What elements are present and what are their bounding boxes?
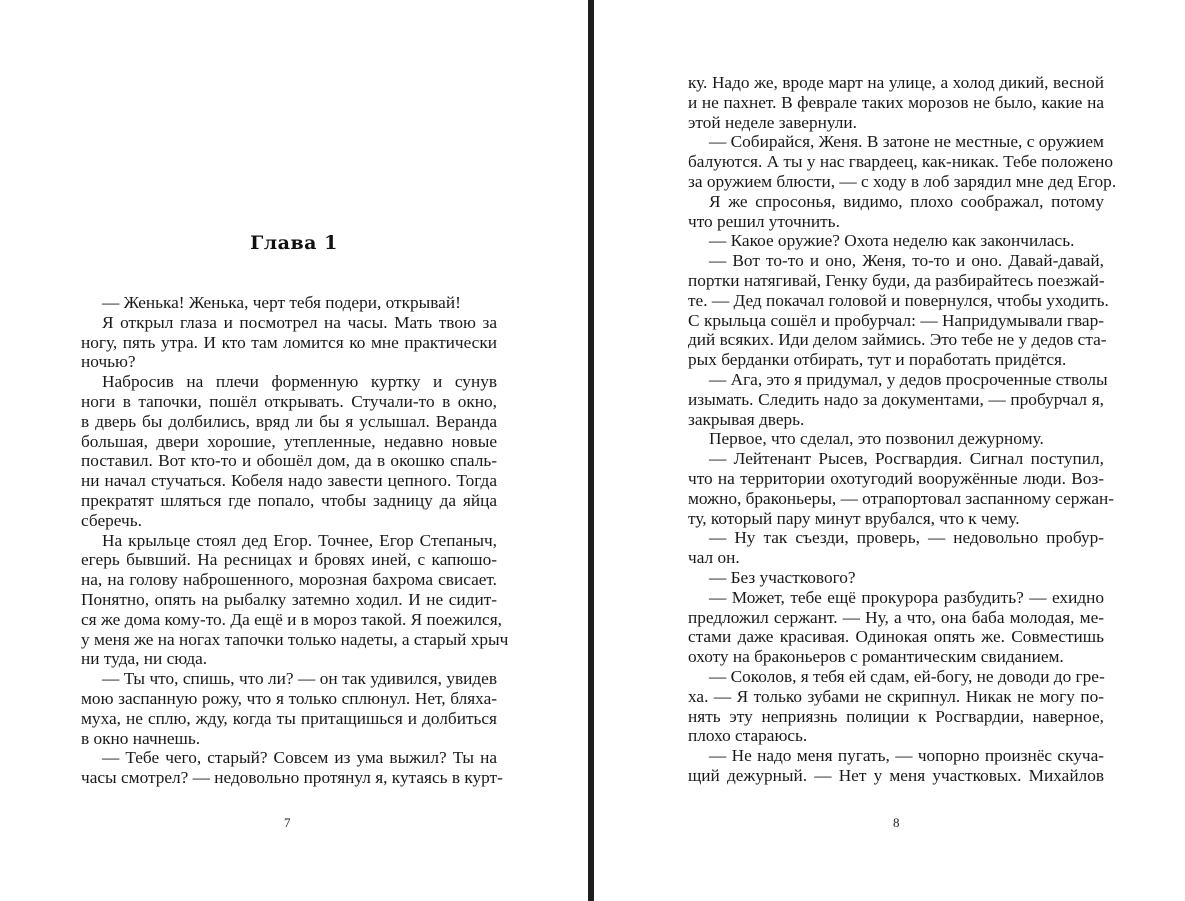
text-line: ха. — Я только зубами не скрипнул. Никак не могу по- xyxy=(688,686,1104,706)
text-line: Я же спросонья, видимо, плохо соображал, потому xyxy=(709,191,1104,211)
text-line: Набросив на плечи форменную куртку и сунув xyxy=(102,372,497,392)
chapter-title: Глава 1 xyxy=(250,232,338,254)
text-line: закрывая дверь. xyxy=(688,409,805,429)
text-line: — Без участкового? xyxy=(709,567,856,587)
text-line: ни туда, ни сюда. xyxy=(81,649,208,669)
text-line: можно, браконьеры, — отрапортовал заспанному сержан- xyxy=(688,488,1114,508)
text-line: ту, который пару минут врубался, что к чему. xyxy=(688,508,1020,528)
text-line: — Тебе чего, старый? Совсем из ума выжил? Ты на xyxy=(102,748,497,768)
left-page xyxy=(0,0,588,901)
text-line: нять эту неприязнь полиции к Росгвардии, наверное, xyxy=(688,706,1104,726)
text-line: На крыльце стоял дед Егор. Точнее, Егор Степаныч, xyxy=(102,530,497,550)
left-page-text xyxy=(81,293,509,788)
text-line: — Женька! Женька, черт тебя подери, открывай! xyxy=(102,293,461,312)
text-line: плохо стараюсь. xyxy=(688,726,808,746)
text-line: предложил сержант. — Ну, а что, она баба молодая, ме- xyxy=(688,607,1104,627)
text-line: — Ну так съезди, проверь, — недовольно пробур- xyxy=(709,528,1104,548)
text-line: часы смотрел? — недовольно протянул я, кутаясь в курт- xyxy=(81,768,503,788)
text-line: ногу, пять утра. И кто там ломится ко мне практически xyxy=(81,332,497,352)
text-line: Понятно, опять на рыбалку затемно ходил. И не сидит- xyxy=(81,589,497,609)
text-line: те. — Дед покачал головой и повернулся, чтобы уходить. xyxy=(688,290,1109,310)
text-line: в дверь бы долбились, вряд ли бы я услышал. Веранда xyxy=(81,411,497,431)
text-line: — Ты что, спишь, что ли? — он так удивился, увидев xyxy=(102,669,497,689)
text-line: — Соколов, я тебя ей сдам, ей-богу, не доводи до гре- xyxy=(709,666,1105,686)
text-line: рых берданки отбирать, тут и поработать придётся. xyxy=(688,350,1067,370)
text-line: ни начал стучаться. Кобеля надо завести цепного. Тогда xyxy=(81,471,497,491)
text-line: — Вот то-то и оно, Женя, то-то и оно. Давай-давай, xyxy=(709,251,1104,271)
text-line: большая, двери хорошие, утепленные, недавно новые xyxy=(81,431,497,451)
text-line: Я открыл глаза и посмотрел на часы. Мать твою за xyxy=(102,312,497,332)
text-line: что на территории охотугодий вооружённые люди. Воз- xyxy=(688,468,1104,488)
text-line: — Может, тебе ещё прокурора разбудить? — ехидно xyxy=(709,587,1104,607)
text-line: на, на голову наброшенного, морозная бахрома свисает. xyxy=(81,570,497,590)
text-line: сберечь. xyxy=(81,510,142,530)
text-line: — Не надо меня пугать, — чопорно произнёс скуча- xyxy=(709,746,1104,766)
text-line: портки натягивай, Генку буди, да разбирайтесь поезжай- xyxy=(688,270,1105,290)
text-line: ся же дома кому-то. Да ещё и в мороз такой. Я поежился, xyxy=(81,609,502,629)
right-page xyxy=(594,0,1185,901)
text-line: изымать. Следить надо за документами, — пробурчал я, xyxy=(688,389,1104,409)
text-line: стами даже красивая. Одинокая опять же. Совместишь xyxy=(688,627,1104,647)
text-line: — Собирайся, Женя. В затоне не местные, с оружием xyxy=(709,132,1104,152)
text-line: и не пахнет. В феврале таких морозов не было, какие на xyxy=(688,92,1104,112)
text-line: в окно начнешь. xyxy=(81,728,201,748)
text-line: ноги в тапочки, пошёл открывать. Стучали-то в окно, xyxy=(81,391,497,411)
text-line: щий дежурный. — Нет у меня участковых. Михайлов xyxy=(688,765,1104,785)
text-line: у меня же на ногах тапочки только надеты, а старый хрыч xyxy=(81,629,509,649)
text-line: ночью? xyxy=(81,352,136,372)
text-line: поставил. Вот кто-то и обошёл дом, да в окошко спаль- xyxy=(81,451,497,471)
text-line: Первое, что сделал, это позвонил дежурному. xyxy=(709,429,1044,449)
text-line: — Лейтенант Рысев, Росгвардия. Сигнал поступил, xyxy=(709,449,1104,469)
text-line: прекратят шляться где попало, чтобы задницу да яйца xyxy=(81,490,497,510)
text-line: чал он. xyxy=(688,548,740,568)
text-line: за оружием блюсти, — с ходу в лоб зарядил мне дед Егор. xyxy=(688,171,1117,191)
text-line: егерь бывший. На ресницах и бровях иней, с капюшо- xyxy=(81,550,497,570)
text-line: мою заспанную рожу, что я только сплюнул. Нет, бляха- xyxy=(81,688,497,708)
text-line: — Ага, это я придумал, у дедов просроченные стволы xyxy=(709,369,1108,389)
text-line: муха, не сплю, жду, когда ты притащишься и долбиться xyxy=(81,708,497,728)
text-line: этой неделе завернули. xyxy=(688,112,857,132)
text-line: — Какое оружие? Охота неделю как закончилась. xyxy=(709,231,1075,251)
text-line: ку. Надо же, вроде март на улице, а холод дикий, весной xyxy=(688,73,1104,92)
page-number-right: 8 xyxy=(893,815,900,830)
page-number-left: 7 xyxy=(284,815,291,830)
right-page-text xyxy=(688,73,1117,786)
text-line: балуются. А ты у нас гвардеец, как-никак. Тебе положено xyxy=(688,152,1114,172)
text-line: что решил уточнить. xyxy=(688,211,840,231)
text-line: С крыльца сошёл и пробурчал: — Напридумывали гвар- xyxy=(688,310,1104,330)
text-line: дий всяких. Иди делом займись. Это тебе не у дедов ста- xyxy=(688,330,1107,350)
text-line: охоту на браконьеров с романтическим свиданием. xyxy=(688,647,1064,667)
